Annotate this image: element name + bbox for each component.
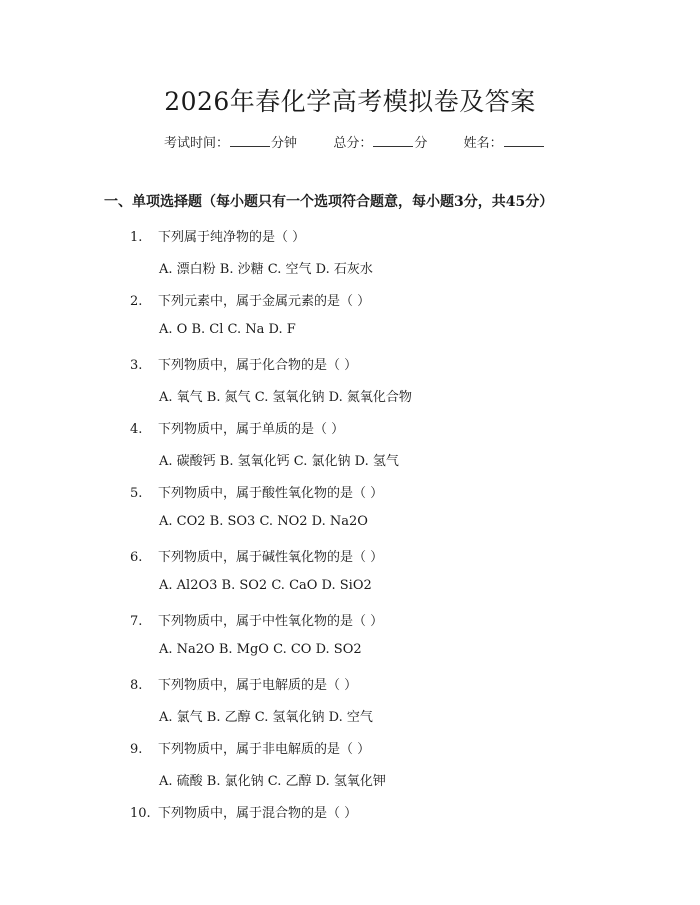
question-number: 7. bbox=[130, 614, 143, 629]
name-label: 姓名： bbox=[463, 136, 503, 151]
score-label: 总分： bbox=[333, 136, 373, 151]
score-blank bbox=[373, 136, 413, 147]
question-number: 4. bbox=[130, 422, 143, 437]
question-9 bbox=[130, 738, 370, 757]
question-5-options: A. CO2 B. SO3 C. NO2 D. Na2O bbox=[159, 514, 368, 529]
question-3 bbox=[130, 354, 357, 373]
question-text: 下列物质中，属于电解质的是（ ） bbox=[158, 678, 358, 693]
question-text: 下列物质中，属于中性氧化物的是（ ） bbox=[158, 614, 384, 629]
score-unit: 分 bbox=[414, 136, 428, 151]
question-4-options: A. 碳酸钙 B. 氢氧化钙 C. 氯化钠 D. 氢气 bbox=[159, 454, 399, 469]
question-7-options: A. Na2O B. MgO C. CO D. SO2 bbox=[159, 642, 362, 657]
question-4 bbox=[130, 418, 344, 437]
time-blank bbox=[230, 136, 270, 147]
question-number: 10. bbox=[130, 806, 151, 821]
question-text: 下列属于纯净物的是（ ） bbox=[158, 230, 306, 245]
question-10 bbox=[130, 802, 357, 821]
question-8 bbox=[130, 674, 357, 693]
question-2-options: A. O B. Cl C. Na D. F bbox=[159, 322, 296, 337]
question-number: 8. bbox=[130, 678, 143, 693]
section-heading: 一、单项选择题（每小题只有一个选项符合题意，每小题3分，共45分） bbox=[104, 194, 554, 210]
question-2 bbox=[130, 290, 370, 309]
question-number: 5. bbox=[130, 486, 143, 501]
question-number: 2. bbox=[130, 294, 143, 309]
question-number: 6. bbox=[130, 550, 143, 565]
question-6-options: A. Al2O3 B. SO2 C. CaO D. SiO2 bbox=[159, 578, 372, 593]
exam-meta bbox=[164, 132, 545, 151]
time-label: 考试时间： bbox=[164, 136, 230, 151]
question-7 bbox=[130, 610, 383, 629]
question-number: 9. bbox=[130, 742, 143, 757]
time-unit: 分钟 bbox=[271, 136, 298, 151]
question-text: 下列物质中，属于单质的是（ ） bbox=[158, 422, 345, 437]
question-3-options: A. 氧气 B. 氮气 C. 氢氧化钠 D. 氮氧化合物 bbox=[159, 390, 412, 405]
question-text: 下列物质中，属于混合物的是（ ） bbox=[158, 806, 358, 821]
question-text: 下列元素中，属于金属元素的是（ ） bbox=[158, 294, 371, 309]
question-9-options: A. 硫酸 B. 氯化钠 C. 乙醇 D. 氢氧化钾 bbox=[159, 774, 386, 789]
question-8-options: A. 氯气 B. 乙醇 C. 氢氧化钠 D. 空气 bbox=[159, 710, 373, 725]
question-number: 1. bbox=[130, 230, 143, 245]
question-text: 下列物质中，属于酸性氧化物的是（ ） bbox=[158, 486, 384, 501]
question-5 bbox=[130, 482, 383, 501]
question-6 bbox=[130, 546, 383, 565]
question-number: 3. bbox=[130, 358, 143, 373]
question-text: 下列物质中，属于化合物的是（ ） bbox=[158, 358, 358, 373]
question-text: 下列物质中，属于非电解质的是（ ） bbox=[158, 742, 371, 757]
name-blank bbox=[504, 136, 544, 147]
question-1 bbox=[130, 226, 305, 245]
question-text: 下列物质中，属于碱性氧化物的是（ ） bbox=[158, 550, 384, 565]
question-1-options: A. 漂白粉 B. 沙糖 C. 空气 D. 石灰水 bbox=[159, 262, 373, 277]
page-title: 2026年春化学高考模拟卷及答案 bbox=[164, 87, 536, 116]
